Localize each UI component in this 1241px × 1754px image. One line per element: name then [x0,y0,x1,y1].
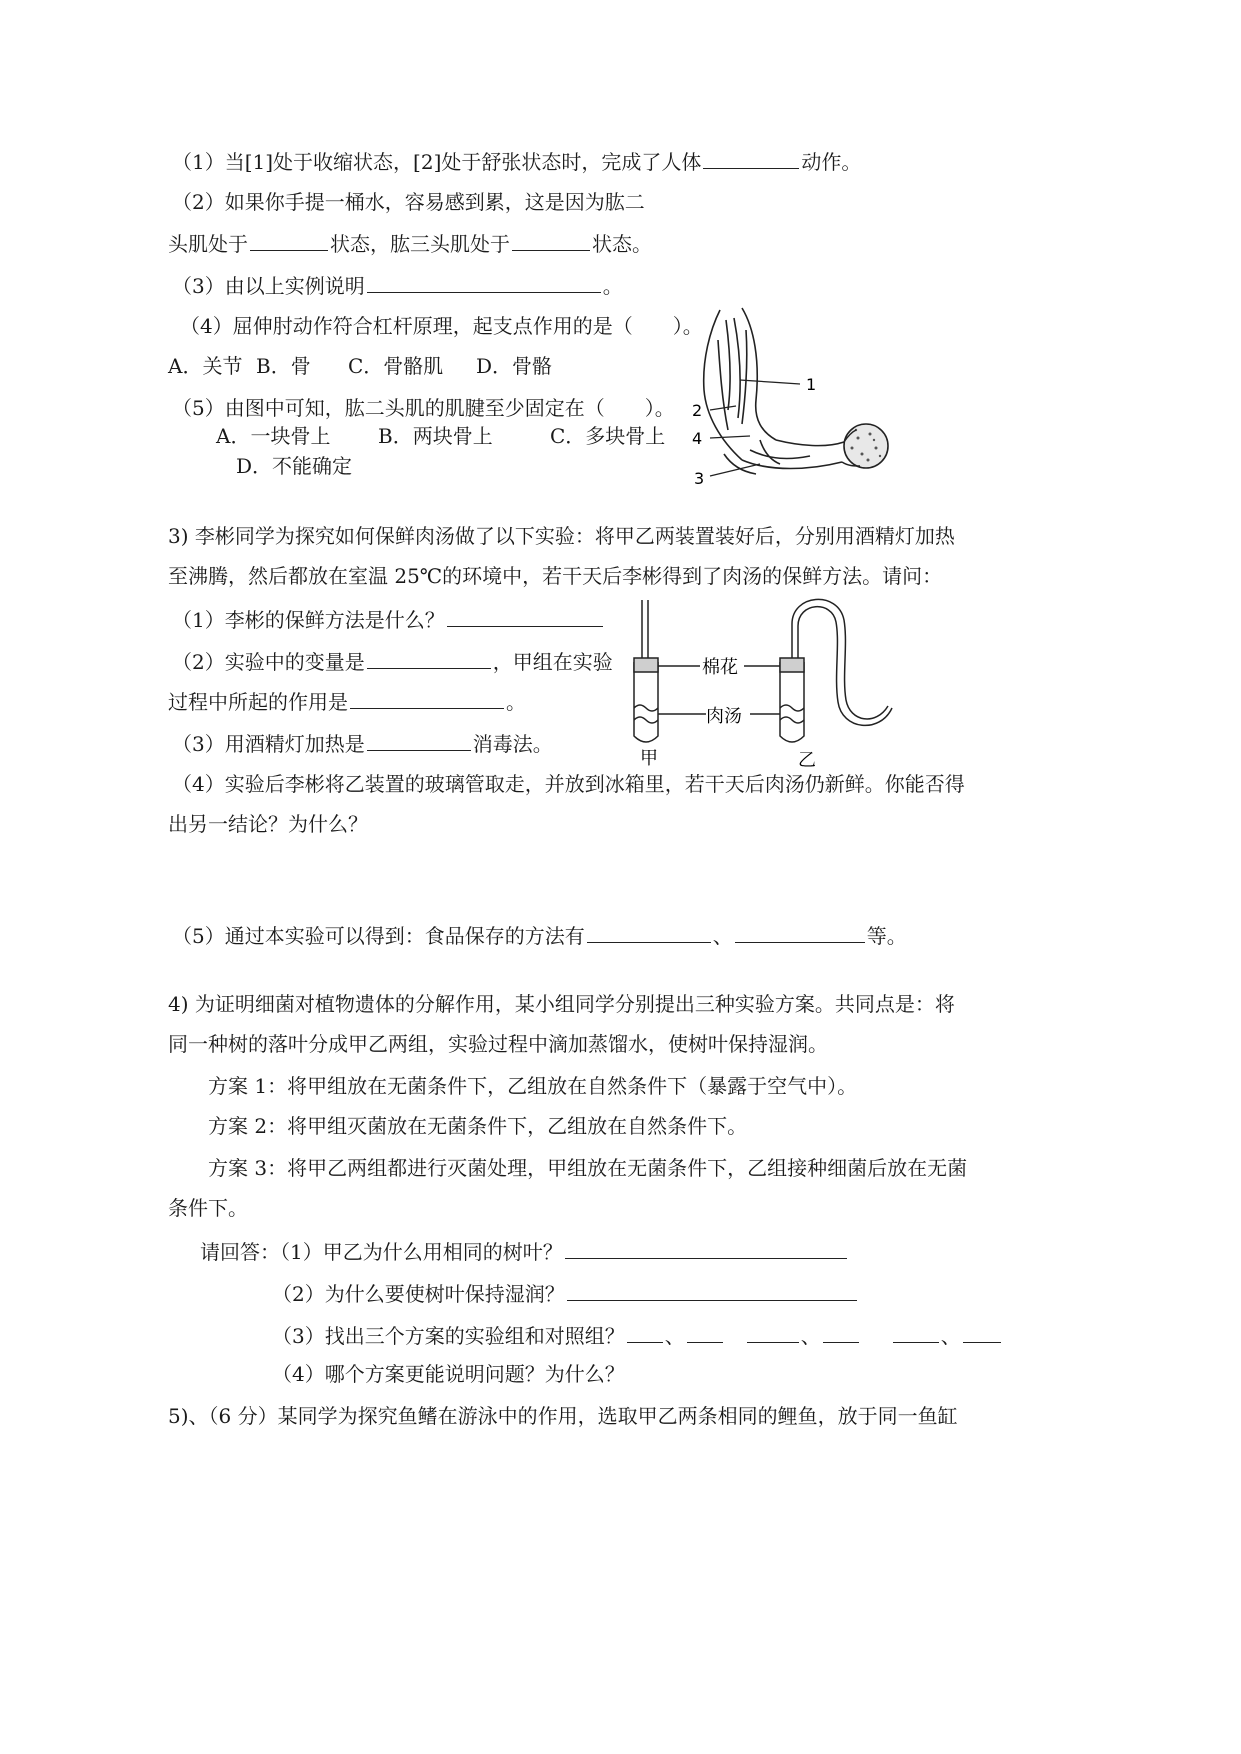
answer-blank[interactable] [567,1278,857,1301]
figure-label-3: 3 [694,469,705,488]
answer-blank[interactable] [747,1320,799,1343]
separator: 、 [800,1324,821,1348]
answer-blank[interactable] [823,1320,859,1343]
broth-surface-a [634,705,658,711]
q3-s2-post: ，甲组在实验 [492,650,613,674]
ball [844,424,888,468]
q3-s1 [172,604,605,634]
q2-s3-pre: （3）由以上实例说明 [172,274,365,298]
answer-blank[interactable] [367,646,491,669]
q4-r3 [272,1320,1003,1350]
q4-r2-text: （2）为什么要使树叶保持湿润？ [272,1282,565,1306]
answer-blank[interactable] [565,1236,847,1259]
q2-s2-mid: 状态，肱三头肌处于 [330,232,510,256]
figure-label-4: 4 [692,429,703,448]
forearm-top [776,440,844,446]
q3-s1-text: （1）李彬的保鲜方法是什么？ [172,608,445,632]
q3-s2b-post: 。 [506,690,526,714]
q3-s3-post: 消毒法。 [472,732,553,756]
option-b: B．两块骨上 [378,424,493,448]
q3-s4b: 出另一结论？为什么？ [168,812,368,836]
answer-blank[interactable] [703,146,799,169]
q2-line-6: （5）由图中可知，肱二头肌的肌腱至少固定在（ ）。 [172,396,675,420]
q2-s1-text: （1）当[1]处于收缩状态，[2]处于舒张状态时，完成了人体 [172,150,702,174]
q5-intro: 5)、（6 分）某同学为探究鱼鳍在游泳中的作用，选取甲乙两条相同的鲤鱼，放于同一鱼缸 [168,1404,958,1428]
option-a: A．关节 [168,354,243,378]
q2-options-4 [168,352,552,380]
q2-s2-pre: 头肌处于 [168,232,248,256]
answer-blank[interactable] [350,686,504,709]
figure-label-1: 1 [806,375,817,394]
answer-blank[interactable] [587,920,711,943]
option-a: A．一块骨上 [216,424,331,448]
q4-plan-1: 方案 1：将甲组放在无菌条件下，乙组放在自然条件下（暴露于空气中）。 [208,1074,858,1098]
label-line-1 [740,380,800,384]
q3-s2b [168,686,526,716]
separator: 、 [664,1324,685,1348]
q3-s2b-pre: 过程中所起的作用是 [168,690,348,714]
label-line-2 [710,406,736,410]
broth-experiment-figure [626,596,906,772]
q2-line-3 [168,228,652,258]
q4-r1 [200,1236,849,1266]
figure-label-2: 2 [692,401,703,420]
label-broth: 肉汤 [706,706,742,727]
q4-r4: （4）哪个方案更能说明问题？为什么？ [272,1362,625,1386]
q4-plan-2: 方案 2：将甲组灭菌放在无菌条件下，乙组放在自然条件下。 [208,1114,748,1138]
option-c: C．多块骨上 [550,424,666,448]
q4-intro-1: 4) 为证明细菌对植物遗体的分解作用，某小组同学分别提出三种实验方案。共同点是：将 [168,992,955,1016]
q3-s5-post: 等。 [866,924,907,948]
q3-s3 [172,728,553,758]
label-tube-b: 乙 [798,750,816,771]
answer-blank[interactable] [687,1320,723,1343]
q2-line-2: （2）如果你手提一桶水，容易感到累，这是因为肱二 [172,190,645,214]
q2-line-5: （4）屈伸肘动作符合杠杆原理，起支点作用的是（ ）。 [180,314,703,338]
answer-blank[interactable] [893,1320,939,1343]
arm-muscle-figure [680,300,900,500]
q3-s5-pre: （5）通过本实验可以得到：食品保存的方法有 [172,924,585,948]
answer-blank[interactable] [447,604,603,627]
broth-surface-b [780,705,804,711]
swan-neck [792,599,888,719]
q2-line-1 [172,146,861,176]
option-c: C．骨骼肌 [348,354,444,378]
answer-blank[interactable] [735,920,865,943]
label-line-4 [710,436,750,438]
answer-blank[interactable] [367,728,471,751]
q4-plan-3b: 条件下。 [168,1196,248,1220]
tube-a [634,662,658,742]
answer-blank[interactable] [512,228,590,251]
q3-intro-1: 3) 李彬同学为探究如何保鲜肉汤做了以下实验：将甲乙两装置装好后，分别用酒精灯加热 [168,524,955,548]
q4-intro-2: 同一种树的落叶分成甲乙两组，实验过程中滴加蒸馏水，使树叶保持湿润。 [168,1032,828,1056]
q2-s3-post: 。 [602,274,623,298]
q2-options-5b: D．不能确定 [236,454,353,478]
option-d: D．骨骼 [476,354,553,378]
separator: 、 [940,1324,961,1348]
q4-r2 [272,1278,859,1308]
q3-intro-2: 至沸腾，然后都放在室温 25℃的环境中，若干天后李彬得到了肉汤的保鲜方法。请问： [168,564,943,588]
q2-s1-tail: 动作。 [801,150,862,174]
q2-options-5a [216,422,665,450]
tube-b [780,662,804,742]
q2-line-4 [172,270,623,300]
cotton-a [634,658,658,672]
q4-plan-3a: 方案 3：将甲乙两组都进行灭菌处理，甲组放在无菌条件下，乙组接种细菌后放在无菌 [208,1156,968,1180]
option-b: B．骨 [256,354,311,378]
answer-blank[interactable] [627,1320,663,1343]
q3-s3-pre: （3）用酒精灯加热是 [172,732,365,756]
label-cotton: 棉花 [702,657,738,678]
q3-s5 [172,920,907,950]
q3-s4a: （4）实验后李彬将乙装置的玻璃管取走，并放到冰箱里，若干天后肉汤仍新鲜。你能否得 [172,772,965,796]
q2-s2-post: 状态。 [592,232,652,256]
q3-s2-pre: （2）实验中的变量是 [172,650,365,674]
cotton-b [780,658,804,672]
q4-r1-text: 请回答：（1）甲乙为什么用相同的树叶？ [200,1240,563,1264]
q4-r3-text: （3）找出三个方案的实验组和对照组？ [272,1324,625,1348]
answer-blank[interactable] [250,228,328,251]
answer-blank[interactable] [963,1320,1001,1343]
q3-s5-sep: 、 [712,924,733,948]
answer-blank[interactable] [367,270,601,293]
q3-s2a [172,646,613,676]
label-tube-a: 甲 [640,748,658,769]
